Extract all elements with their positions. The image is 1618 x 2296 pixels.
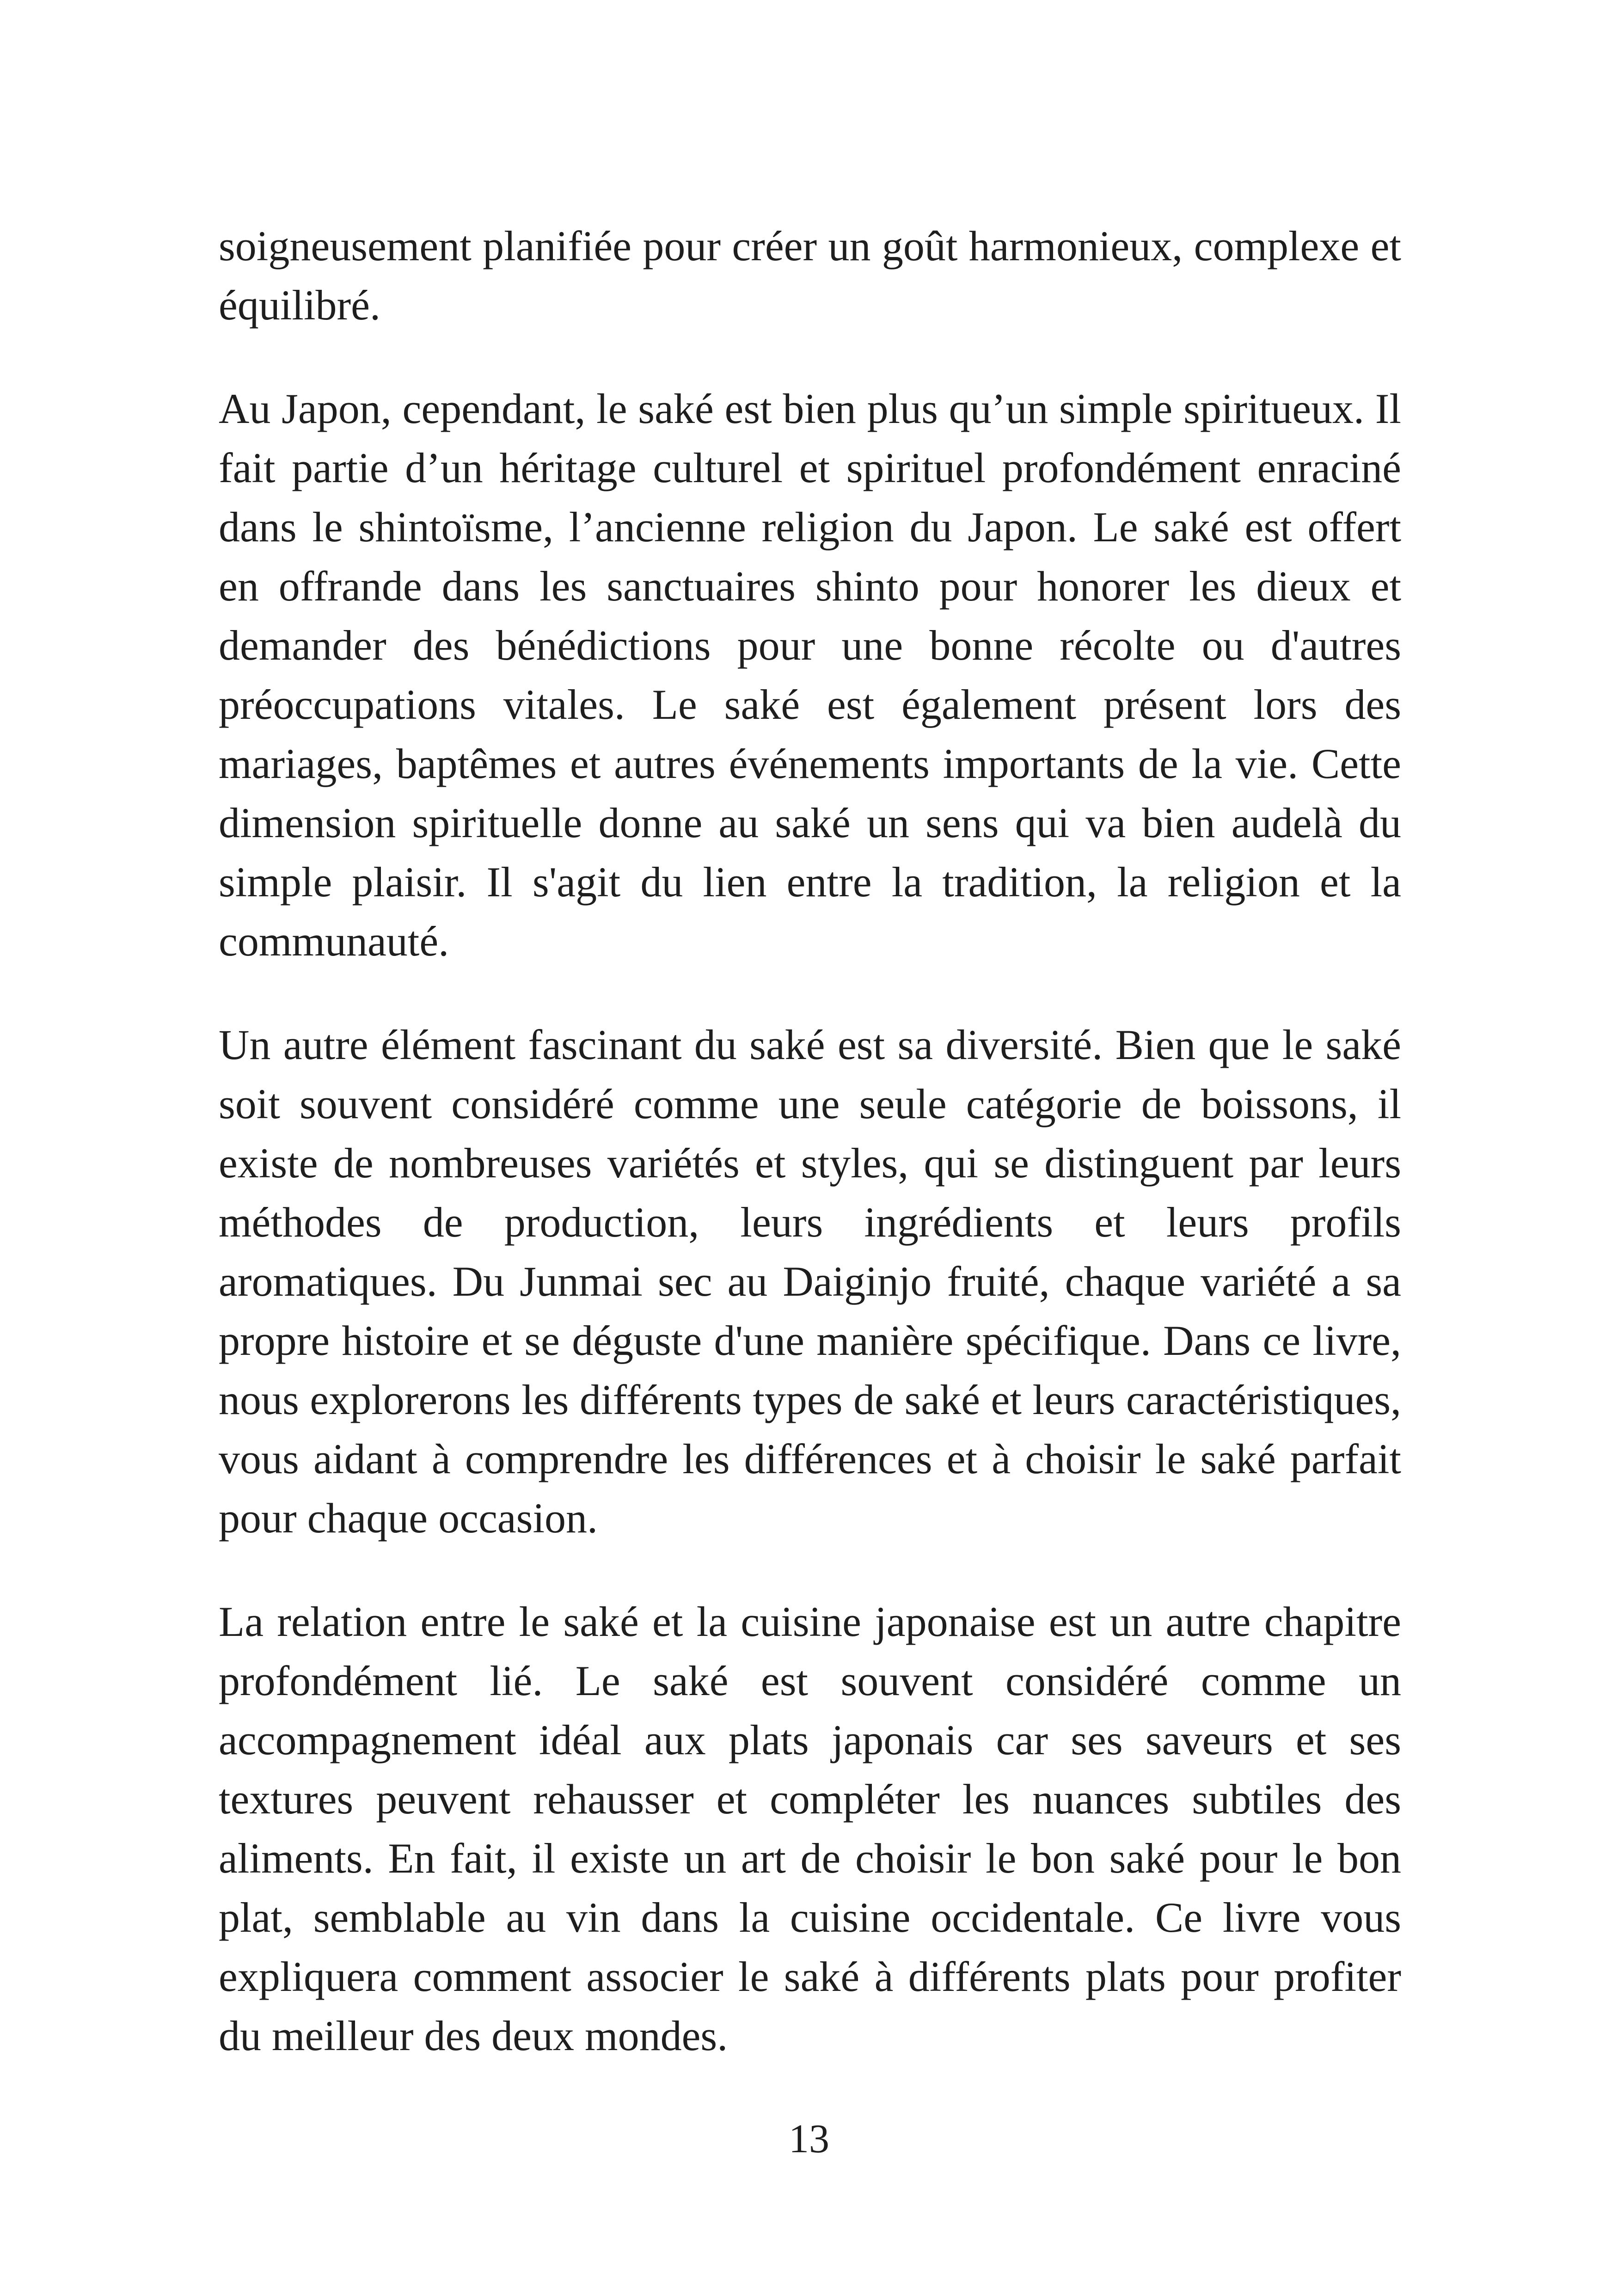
body-text bbox=[219, 216, 1401, 2110]
paragraph-4: La relation entre le saké et la cuisine japonaise est un autre chapitre profondément lié. Le saké est souvent considéré comme un accompagnement idéal aux plats japonais car ses saveurs et ses textures peuvent rehausser et compléter les nuances subtiles des aliments. En fait, il existe un art de choisir le bon saké pour le bon plat, semblable au vin dans la cuisine occidentale. Ce livre vous expliquera comment associer le saké à différents plats pour profiter du meilleur des deux mondes. bbox=[219, 1598, 1401, 2059]
paragraph-1: soigneusement planifiée pour créer un goût harmonieux, complexe et équilibré. bbox=[219, 222, 1401, 329]
paragraph-2: Au Japon, cependant, le saké est bien plus qu’un simple spiritueux. Il fait partie d’un héritage culturel et spirituel profondément enraciné dans le shintoïsme, l’ancienne religion du Japon. Le saké est offert en offrande dans les sanctuaires shinto pour honorer les dieux et demander des bénédictions pour une bonne récolte ou d'autres préoccupations vitales. Le saké est également présent lors des mariages, baptêmes et autres événements importants de la vie. Cette dimension spirituelle donne au saké un sens qui va bien audelà du simple plaisir. Il s'agit du lien entre la tradition, la religion et la communauté. bbox=[219, 385, 1401, 965]
page-number: 13 bbox=[789, 2117, 829, 2161]
paragraph-3: Un autre élément fascinant du saké est sa diversité. Bien que le saké soit souvent considéré comme une seule catégorie de boissons, il existe de nombreuses variétés et styles, qui se distinguent par leurs méthodes de production, leurs ingrédients et leurs profils aromatiques. Du Junmai sec au Daiginjo fruité, chaque variété a sa propre histoire et se déguste d'une manière spécifique. Dans ce livre, nous explorerons les différents types de saké et leurs caractéristiques, vous aidant à comprendre les différences et à choisir le saké parfait pour chaque occasion. bbox=[219, 1021, 1401, 1542]
